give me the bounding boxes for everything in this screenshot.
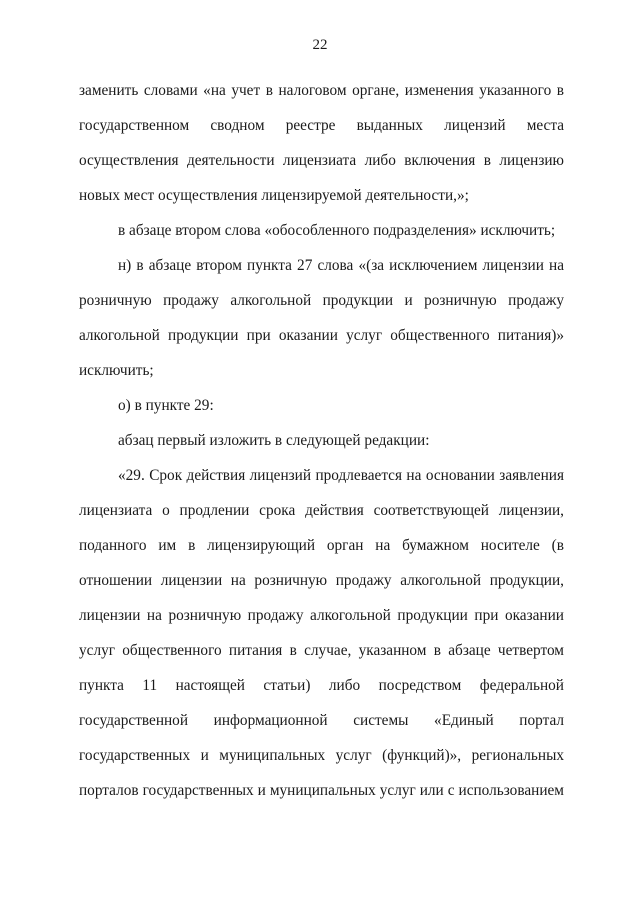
paragraph-point-29: «29. Срок действия лицензий продлевается на основании заявления лицензиата о продлении срока действия соответствующей лицензии, поданного им в лицензирующий орган на бумажном носителе (в отношении лицензии на розничную продажу алкогольной продукции, лицензии на розничную продажу алкогольной продукции при оказании услуг общественного питания в случае, указанном в абзаце четвертом пункта 11 настоящей статьи) либо посредством федеральной государственной информационной системы «Единый портал государственных и муниципальных услуг (функций)», региональных порталов государственных и муниципальных услуг или с использованием — [79, 467, 564, 799]
paragraph-item-o: о) в пункте 29: — [118, 397, 214, 414]
paragraph-item-n: н) в абзаце втором пункта 27 слова «(за исключением лицензии на розничную продажу алкогольной продукции и розничную продажу алкогольной продукции при оказании услуг общественного питания)» исключить; — [79, 257, 564, 379]
page-number: 22 — [312, 37, 328, 53]
paragraph-exclude-subdivision: в абзаце втором слова «обособленного подразделения» исключить; — [118, 222, 556, 239]
paragraph-first-abzac: абзац первый изложить в следующей редакции: — [118, 432, 430, 449]
document-body — [79, 73, 564, 808]
paragraph-replace-words: заменить словами «на учет в налоговом органе, изменения указанного в государственном сводном реестре выданных лицензий места осуществления деятельности лицензиата либо включения в лицензию новых мест осуществления лицензируемой деятельности,»; — [79, 82, 564, 204]
